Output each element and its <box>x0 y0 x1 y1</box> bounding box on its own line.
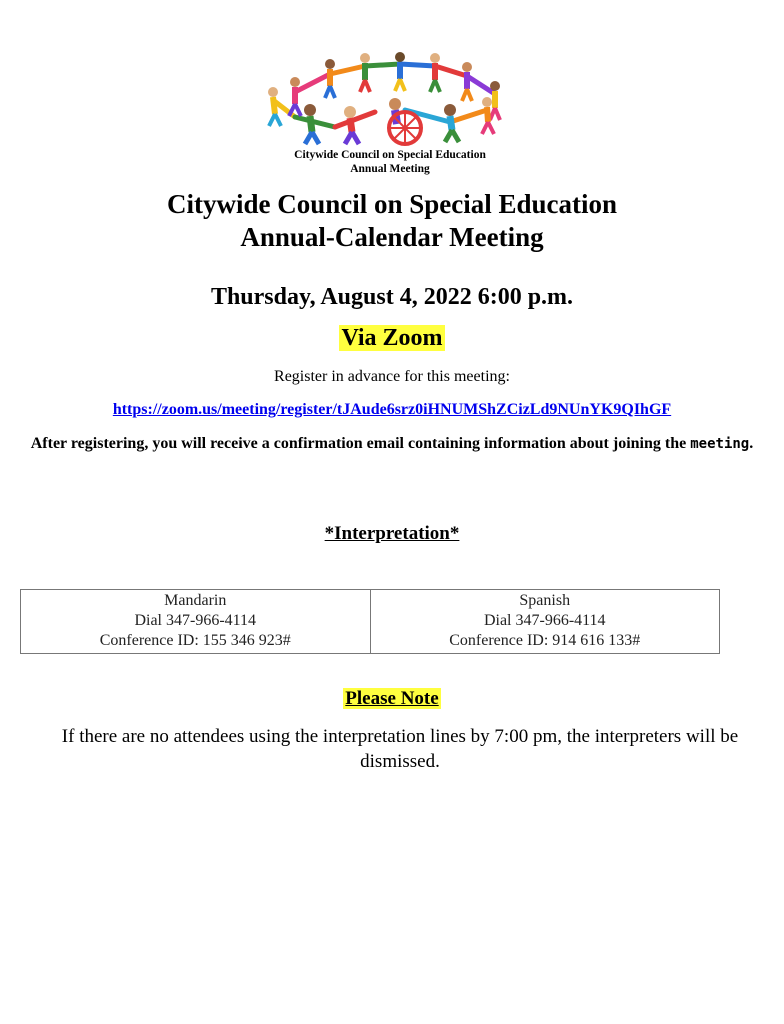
table-row <box>21 590 720 654</box>
interpretation-cell-spanish <box>370 590 720 654</box>
interpretation-cell-mandarin <box>21 590 371 654</box>
via-zoom-label <box>0 323 784 353</box>
logo-caption-line1: Citywide Council on Special Education <box>294 149 486 161</box>
conference-id: Conference ID: 155 346 923# <box>99 632 291 649</box>
please-note-highlight: Please Note <box>345 688 439 709</box>
after-register-end: . <box>749 435 754 452</box>
logo <box>255 52 525 147</box>
after-register-main: After registering, you will receive a confirmation email containing information about joining the <box>30 435 687 452</box>
interpretation-table <box>20 589 720 654</box>
dial-number: Dial 347-966-4114 <box>134 612 257 629</box>
conference-id: Conference ID: 914 616 133# <box>449 632 641 649</box>
page-title-line2: Annual-Calendar Meeting <box>240 222 544 252</box>
logo-caption-line2: Annual Meeting <box>350 163 430 175</box>
language-label: Spanish <box>519 592 571 609</box>
people-circle-icon <box>255 52 525 147</box>
please-note-heading <box>0 687 784 711</box>
register-intro: Register in advance for this meeting: <box>274 368 510 385</box>
after-register-word: meeting <box>690 436 750 452</box>
page-title-line1: Citywide Council on Special Education <box>166 189 618 219</box>
note-text: If there are no attendees using the interpretation lines by 7:00 pm, the interpreters will be dismissed. <box>61 726 739 772</box>
via-zoom-highlight: Via Zoom <box>341 325 443 351</box>
meeting-datetime: Thursday, August 4, 2022 6:00 p.m. <box>210 284 574 310</box>
after-register-text <box>22 433 762 455</box>
dial-number: Dial 347-966-4114 <box>483 612 606 629</box>
register-link[interactable]: https://zoom.us/meeting/register/tJAude6srz0iHNUMShZCizLd9NUnYK9QIhGF <box>112 401 672 418</box>
interpretation-heading: *Interpretation* <box>324 523 460 544</box>
language-label: Mandarin <box>164 592 227 609</box>
